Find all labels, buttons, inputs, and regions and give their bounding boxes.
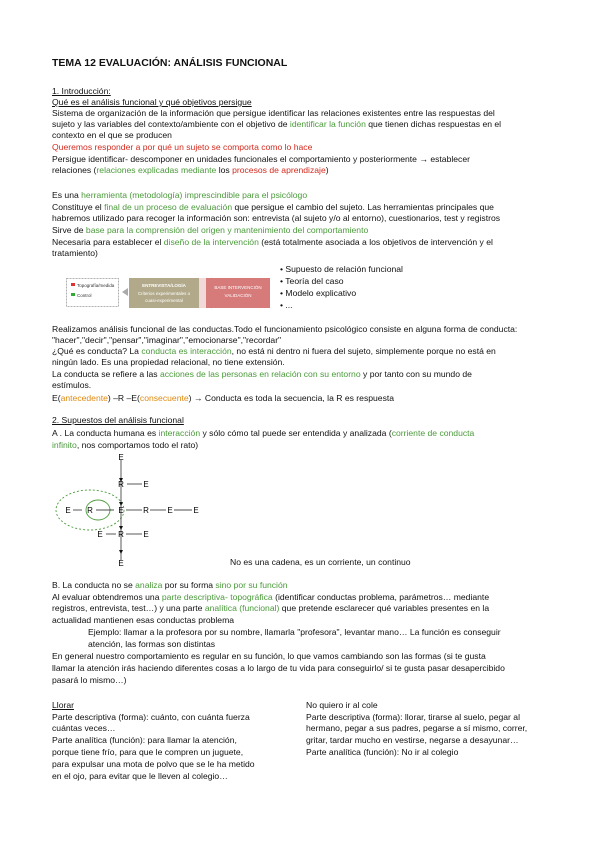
figure-mid-label-3: cuasi-experimental [145,298,183,303]
paragraph-line: contexto en el que se producen [52,130,172,140]
paragraph-line: La conducta se refiere a las acciones de las personas en relación con su entorno y por tanto con su mundo de [52,369,472,379]
paragraph-line: A . La conducta humana es interacción y sólo cómo tal puede ser entendida y analizada (corriente de conducta [52,428,475,438]
figure-bullet [71,283,75,286]
paragraph-line: Realizamos análisis funcional de las conductas.Todo el funcionamiento psicológico consiste en alguna forma de conducta: [52,324,518,334]
paragraph-line: estímulos. [52,380,92,390]
paragraph-line: En general nuestro comportamiento es regular en su función, lo que vamos cambiando son las formas (si te gusta [52,651,486,661]
node-r: R [143,506,149,515]
bullet-item: • Modelo explicativo [280,288,357,298]
left-column-line: para expulsar una mota de polvo que se le ha metido [52,759,255,769]
paragraph-line: Al evaluar obtendremos una parte descriptiva- topográfica (identificar conductas problema, parámetros… mediante [52,592,490,602]
left-column-line: Parte analítica (función): para llamar la atención, [52,735,237,745]
bullet-item: • Teoría del caso [280,276,344,286]
left-column-line: en el ojo, para evitar que le lleven al colegio… [52,771,228,781]
right-column-line: gritar, tardar mucho en vestirse, negarse a desayunar… [306,735,519,745]
paragraph-line: B. La conducta no se analiza por su forma sino por su función [52,580,288,590]
left-column-line: porque tiene frío, para que le compren un juguete, [52,747,244,757]
node-e: E [118,506,124,515]
left-column-line: Parte descriptiva (forma): cuánto, con cuánta fuerza [52,712,250,722]
paragraph-line: llamar la atención irás haciendo diferentes cosas a lo largo de tu vida para conseguirlo/ si te gusta pasar desapercibido [52,663,505,673]
paragraph-line: sujeto y las variables del contexto/ambiente con el objetivo de identificar la función que tienen dichas respuestas en el [52,119,502,129]
figure-bullet [71,293,75,296]
paragraph-line: Necesaria para establecer el diseño de la intervención (está totalmente asociada a los objetivos de intervención y el [52,237,493,247]
paragraph-line: Constituye el final de un proceso de evaluación que persigue el cambio del sujeto. Las herramientas principales que [52,202,494,212]
paragraph-line: relaciones (relaciones explicadas mediante los procesos de aprendizaje) [52,165,329,175]
node-e: E [167,506,173,515]
paragraph-line: ningún lado. Es una propiedad relacional, no tiene extensión. [52,357,285,367]
page-title: TEMA 12 EVALUACIÓN: ANÁLISIS FUNCIONAL [52,57,288,69]
section-2-heading: 2. Supuestos del análisis funcional [52,415,184,425]
node-e: E [193,506,199,515]
node-r: R [118,530,124,539]
bullet-item: • ... [280,300,293,310]
node-e: E [143,530,149,539]
paragraph-line: registros, entrevista, test…) y una parte analítica (funcional) que pretende esclarecer qué variables presentes en la [52,603,490,613]
paragraph-line: Sirve de base para la comprensión del origen y mantenimiento del comportamiento [52,225,369,235]
paragraph-line: pasará lo mismo…) [52,675,127,685]
figure-right-label-1: BASE INTERVENCIÓN [214,285,262,290]
paragraph-line: E(antecedente) –R –E(consecuente) → Conducta es toda la secuencia, la R es respuesta [52,393,395,403]
process-figure [66,276,276,310]
paragraph-line: "hacer","decir","pensar","imaginar","emocionarse","recordar" [52,335,282,345]
figure-right-label-2: VALIDACIÓN [224,293,252,298]
paragraph-line: ¿Qué es conducta? La conducta es interacción, no está ni dentro ni fuera del sujeto, simplemente porque no está en [52,346,496,356]
section-1-subheading: Qué es el análisis funcional y qué objetivos persigue [52,97,252,107]
diagram-note: No es una cadena, es un corriente, un continuo [230,557,411,567]
bullet-item: • Supuesto de relación funcional [280,264,403,274]
paragraph-line: Es una herramienta (metodología) imprescindible para el psicólogo [52,190,308,200]
figure-arrow [122,288,128,296]
paragraph-line: habremos utilizado para recoger la información son: entrevista (al sujeto y/o al entorno), cuestionarios, test y registros [52,213,501,223]
figure-left-label-1: Topografía/medida [77,283,115,288]
node-e: E [143,480,149,489]
paragraph-line: infinito, nos comportamos todo el rato) [52,440,199,450]
node-e: E [97,530,103,539]
highlight-red: Queremos responder a por qué un sujeto se comporta como lo hace [52,142,313,152]
right-column-line: hermano, pegar a sus padres, pegarse a sí mismo, correr, [306,723,528,733]
right-column-line: Parte descriptiva (forma): llorar, tirarse al suelo, pegar al [306,712,520,722]
paragraph-line: Sistema de organización de la información que persigue identificar las relaciones existentes entre las respuestas del [52,108,495,118]
paragraph-line: actualidad mantienen esas conductas problema [52,615,235,625]
section-1-heading: 1. Introducción: [52,86,111,96]
example-line: Ejemplo: llamar a la profesora por su nombre, llamarla "profesora", levantar mano… La función es conseguir [88,627,501,637]
node-e: E [118,453,124,462]
figure-mid-label-1: ENTREVISTA/LOGÍA [142,283,186,288]
right-column-heading: No quiero ir al cole [306,700,378,710]
arrow-head [119,550,123,554]
figure-mid-label-2: Criterios experimentales o [137,291,191,296]
figure-left-label-2: Control [77,293,92,298]
paragraph-line: Persigue identificar- descomponer en unidades funcionales el comportamiento y posteriormente → establecer [52,154,470,164]
example-line: atención, las formas son distintas [88,639,216,649]
node-e: E [65,506,71,515]
left-column-line: cuántas veces… [52,723,116,733]
node-e: E [118,559,124,568]
node-r: R [87,506,93,515]
behavior-stream-diagram [50,452,230,570]
node-r: R [118,480,124,489]
paragraph-line: tratamiento) [52,248,98,258]
left-column-heading: Llorar [52,700,74,710]
right-column-line: Parte analítica (función): No ir al colegio [306,747,459,757]
